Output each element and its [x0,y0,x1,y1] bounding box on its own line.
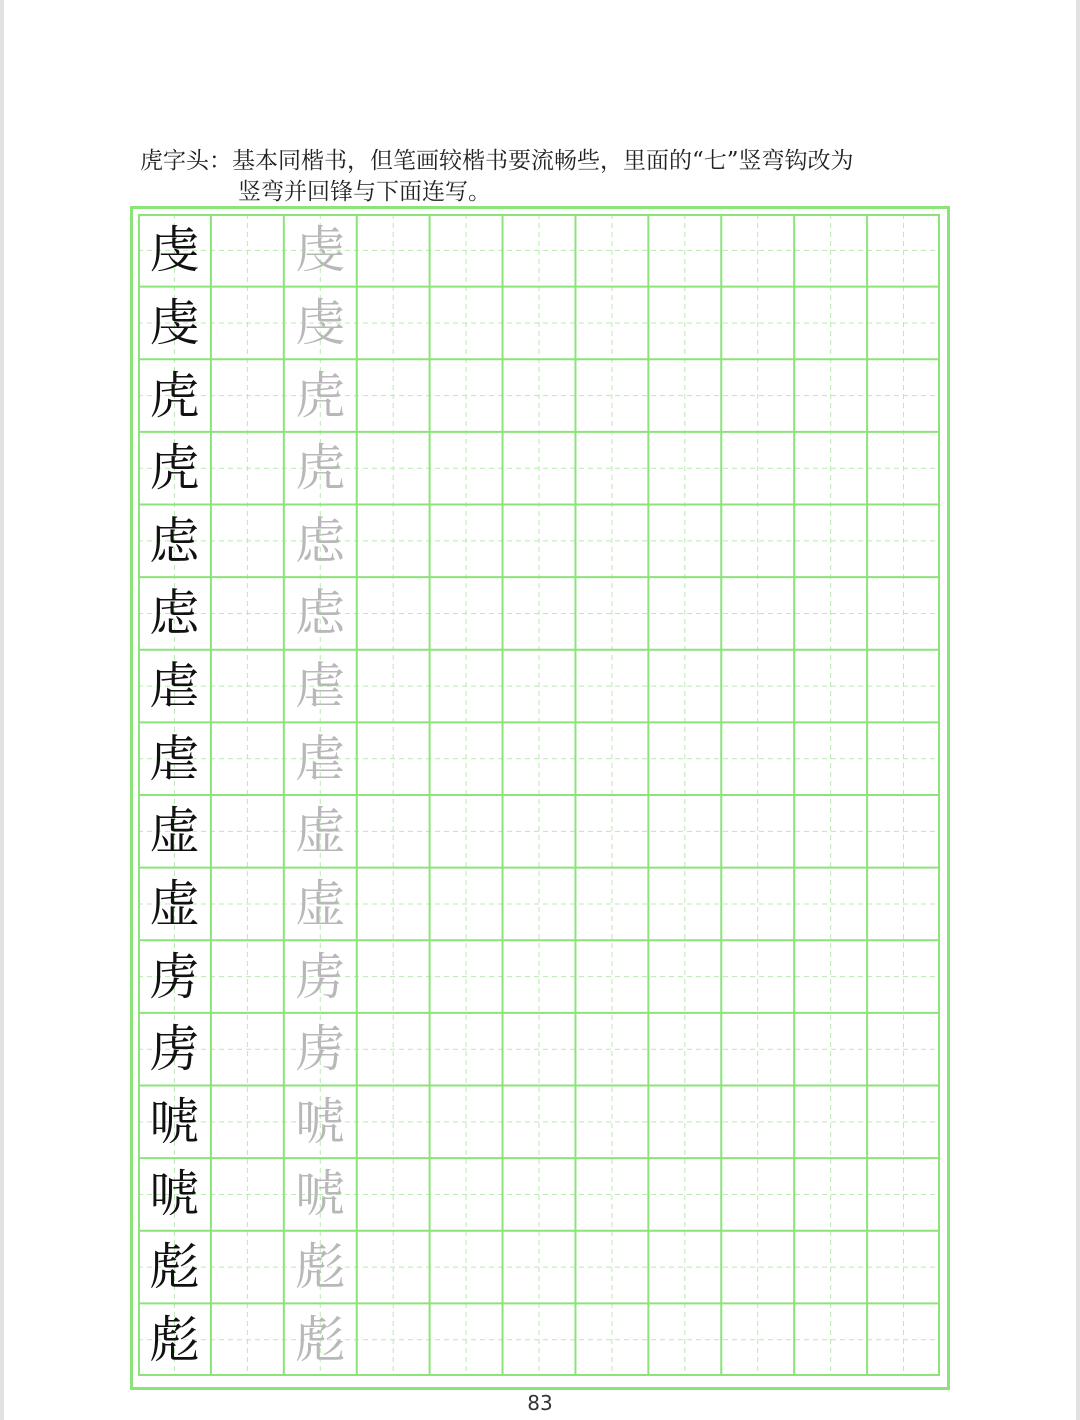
model-character: 虏 [149,1020,200,1079]
instruction-text [140,146,940,208]
model-character: 虏 [149,947,200,1006]
grid-lines [138,214,940,1376]
model-character: 唬 [149,1165,200,1224]
model-character: 虔 [149,293,200,352]
trace-character: 彪 [295,1310,346,1369]
model-character: 虐 [149,657,200,716]
model-character: 虎 [149,439,200,498]
model-character: 虔 [149,221,200,280]
model-character: 虚 [149,802,200,861]
instruction-line-2: 竖弯并回锋与下面连写。 [238,179,491,205]
trace-character: 虚 [295,802,346,861]
practice-grid [138,214,940,1376]
trace-character: 虚 [295,874,346,933]
model-character: 虚 [149,874,200,933]
trace-character: 虏 [295,947,346,1006]
trace-character: 彪 [295,1238,346,1297]
trace-character: 虑 [295,584,346,643]
trace-character: 虔 [295,221,346,280]
model-character: 虎 [149,366,200,425]
page-left-edge [0,0,4,1420]
model-character: 虑 [149,511,200,570]
page-number: 83 [527,1391,553,1415]
trace-character: 虔 [295,293,346,352]
model-character: 彪 [149,1310,200,1369]
model-character: 唬 [149,1092,200,1151]
trace-character: 虐 [295,729,346,788]
model-character: 彪 [149,1238,200,1297]
trace-character: 唬 [295,1092,346,1151]
page-right-edge [1076,0,1080,1420]
trace-character: 唬 [295,1165,346,1224]
trace-character: 虑 [295,511,346,570]
model-character: 虑 [149,584,200,643]
trace-character: 虐 [295,657,346,716]
trace-character: 虏 [295,1020,346,1079]
trace-character: 虎 [295,439,346,498]
instruction-line-1: 虎字头：基本同楷书，但笔画较楷书要流畅些，里面的“七”竖弯钩改为 [140,148,854,174]
model-character: 虐 [149,729,200,788]
trace-character: 虎 [295,366,346,425]
